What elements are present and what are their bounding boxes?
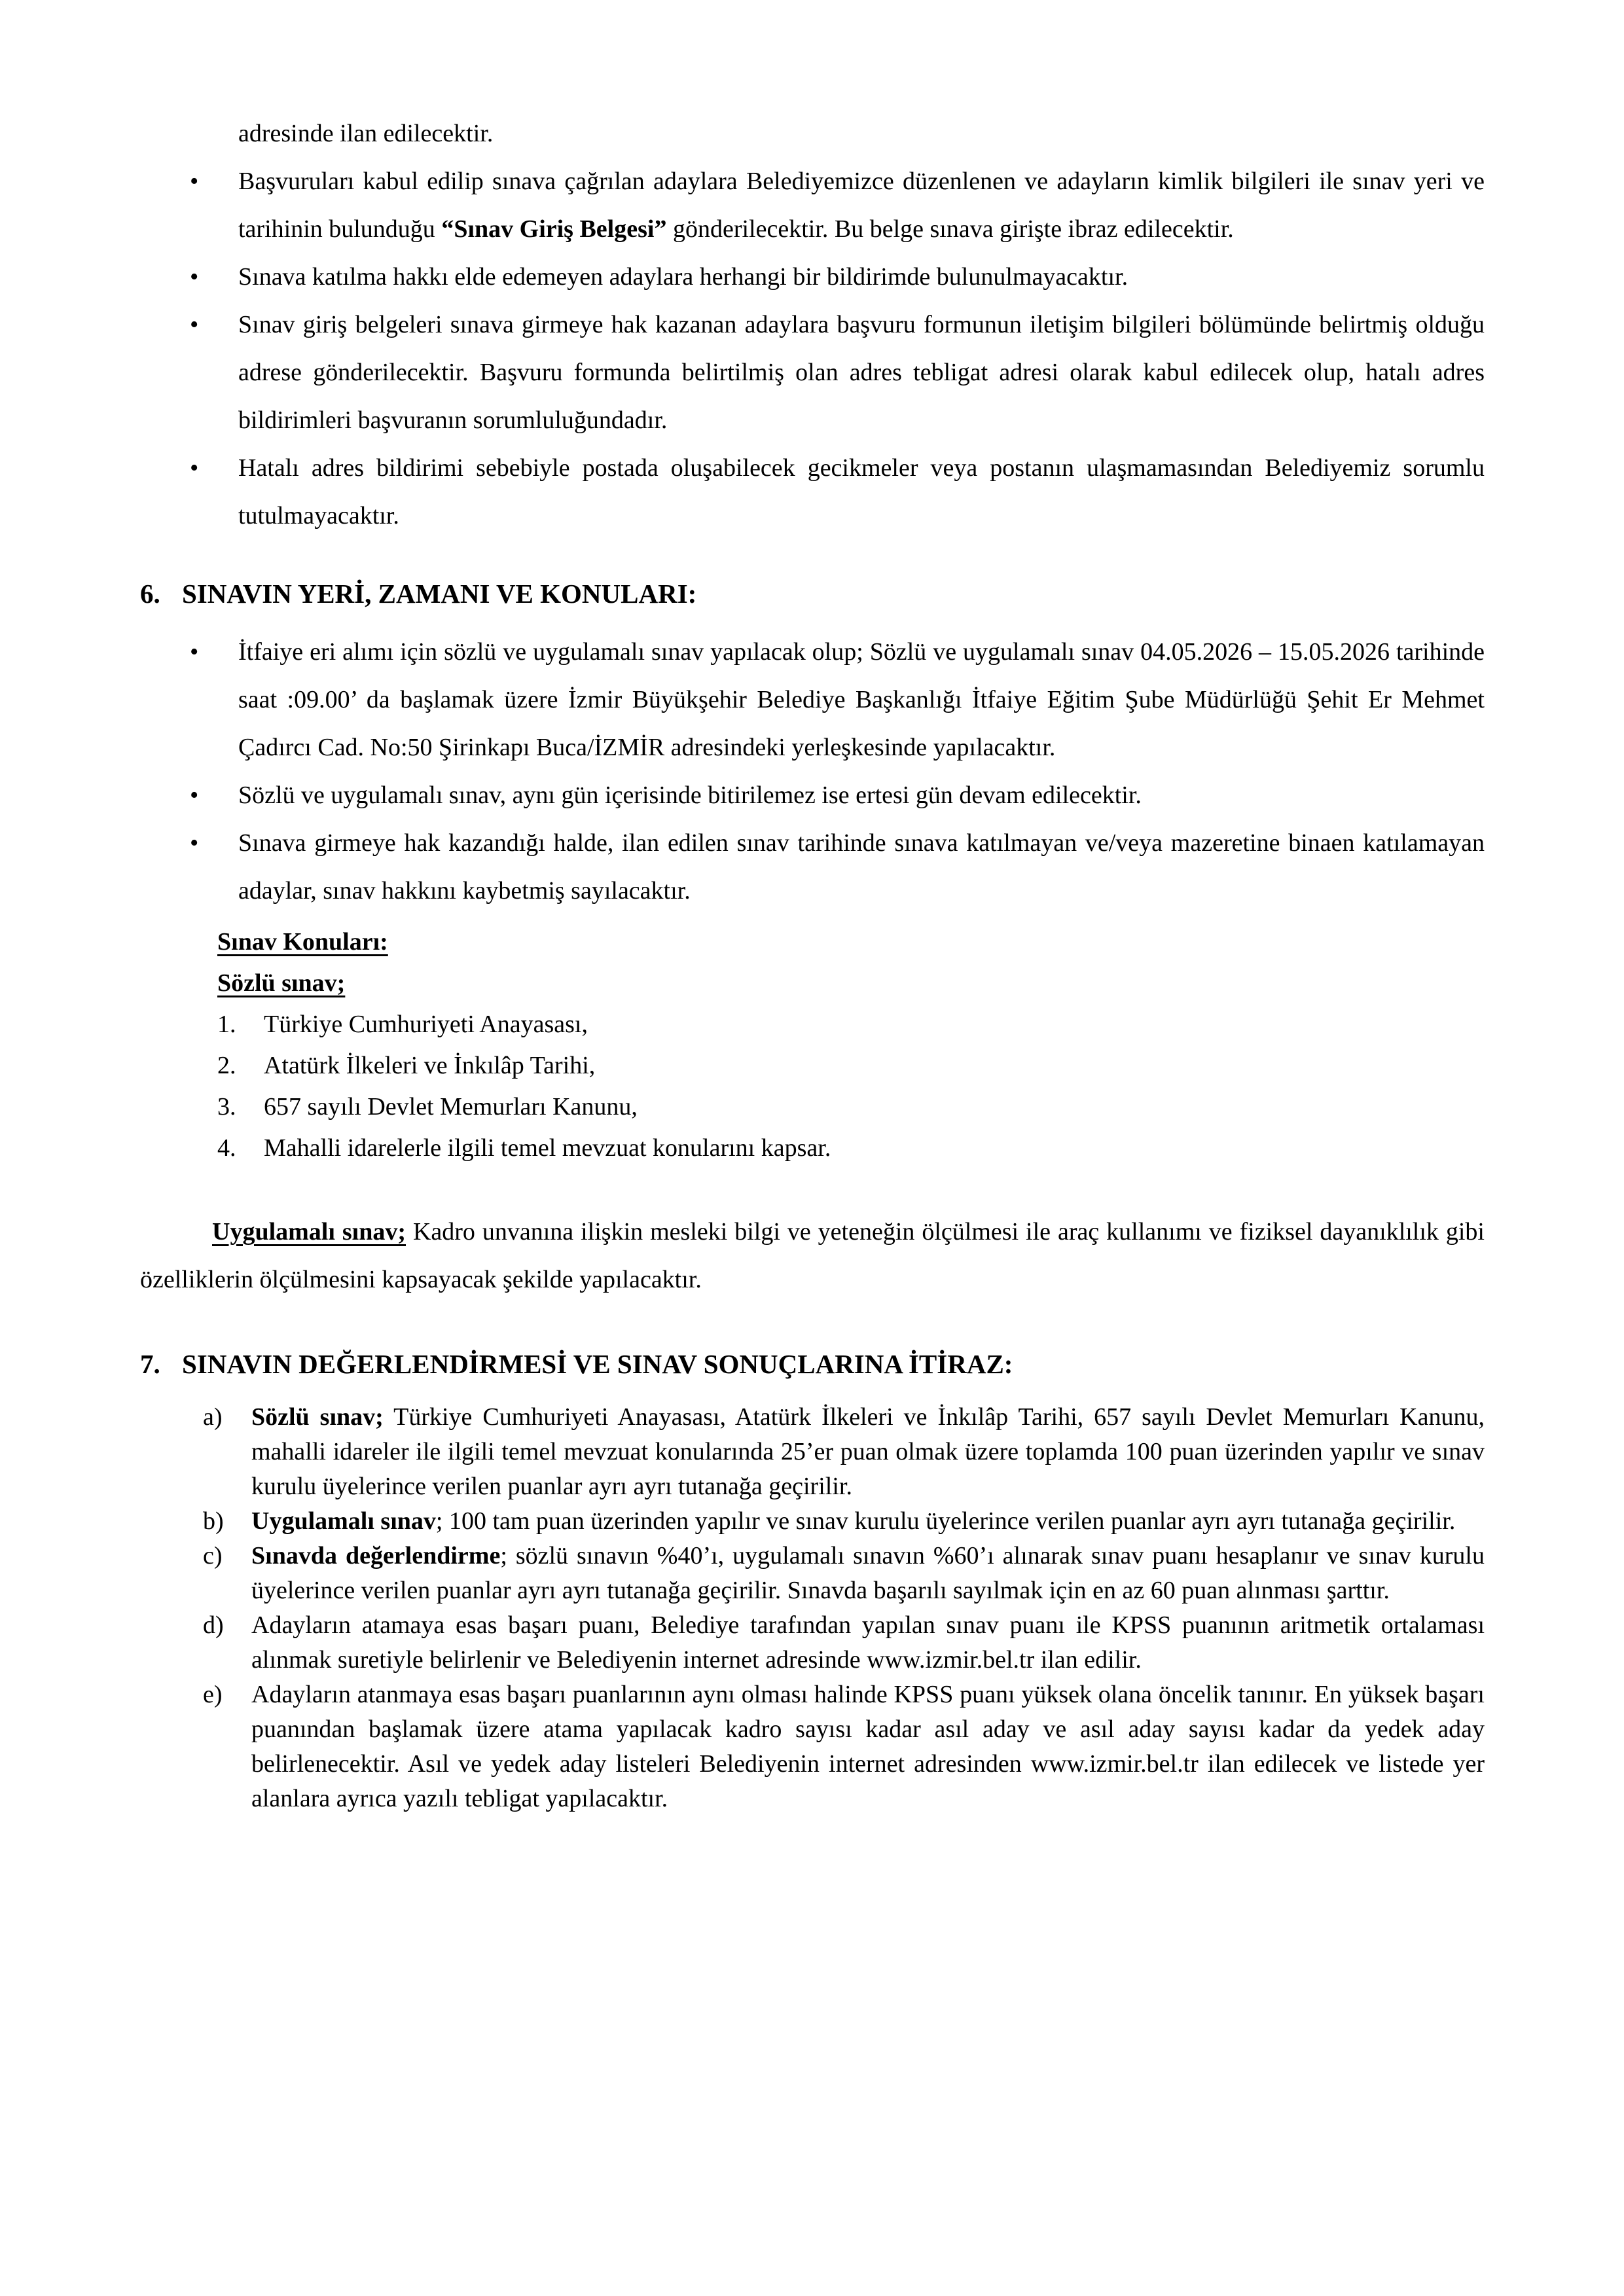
paragraph-continuation — [140, 110, 1485, 158]
item-lead-bold: Sözlü sınav; — [251, 1403, 384, 1431]
text-run: Sınava katılma hakkı elde edemeyen adaylara herhangi bir bildirimde bulunulmayacaktır. — [238, 263, 1128, 291]
numbered-item — [140, 1004, 1485, 1045]
list-number: 3. — [217, 1093, 236, 1121]
section-heading-6 — [140, 570, 1485, 618]
bullet-icon: • — [190, 638, 199, 666]
item-lead-bold: Uygulamalı sınav — [251, 1507, 436, 1535]
bullet-item — [140, 819, 1485, 915]
bullet-text — [238, 628, 1485, 772]
section-title: SINAVIN DEĞERLENDİRMESİ VE SINAV SONUÇLARINA İTİRAZ: — [182, 1349, 1013, 1379]
bullet-item — [140, 158, 1485, 253]
list-number: 2. — [217, 1052, 236, 1079]
bullet-text — [238, 158, 1485, 253]
text-run-bold: “Sınav Giriş Belgesi” — [441, 215, 667, 243]
bullet-icon: • — [190, 263, 199, 291]
text-run: İtfaiye eri alımı için sözlü ve uygulamalı sınav yapılacak olup; Sözlü ve uygulamalı sınav 04.05.2026 – 15.05.2026 tarihinde saat :09.00’ da başlamak üzere İzmir Büyükşehir Belediye Başkanlığı İtfaiye Eğitim Şube Müdürlüğü Şehit Er Mehmet Çadırcı Cad. No:50 Şirinkapı Buca/İZMİR adresindeki yerleşkesinde yapılacaktır. — [238, 638, 1485, 761]
text-run: Sözlü ve uygulamalı sınav, aynı gün içerisinde bitirilemez ise ertesi gün devam edilecektir. — [238, 781, 1142, 809]
list-text: Türkiye Cumhuriyeti Anayasası, — [264, 1011, 588, 1038]
list-letter: a) — [203, 1403, 223, 1431]
paragraph-lead: Uygulamalı sınav; — [212, 1218, 406, 1246]
item-text: Adayların atamaya esas başarı puanı, Belediye tarafından yapılan sınav puanı ile KPSS puanının aritmetik ortalaması alınmak suretiyle belirlenir ve Belediyenin internet adresinde www.izmir.bel.tr ilan edilir. — [251, 1611, 1485, 1674]
lettered-item — [140, 1539, 1485, 1608]
list-text: 657 sayılı Devlet Memurları Kanunu, — [264, 1093, 638, 1121]
list-letter: d) — [203, 1611, 224, 1639]
lettered-item — [140, 1400, 1485, 1504]
lettered-item — [140, 1677, 1485, 1816]
bullet-text — [238, 819, 1485, 915]
exam-topics-block — [140, 922, 1485, 1169]
section-number: 6. — [140, 579, 160, 609]
text-run: Hatalı adres bildirimi sebebiyle postada oluşabilecek gecikmeler veya postanın ulaşmamasından Belediyemiz sorumlu tutulmayacaktır. — [238, 454, 1485, 529]
section-7-body — [140, 1400, 1485, 1816]
paragraph-text: adresinde ilan edilecektir. — [238, 120, 494, 147]
list-number: 1. — [217, 1011, 236, 1038]
section-title: SINAVIN YERİ, ZAMANI VE KONULARI: — [182, 579, 697, 609]
numbered-item — [140, 1086, 1485, 1128]
subheading-oral-exam — [140, 963, 1485, 1004]
section-6-body — [140, 628, 1485, 1304]
bullet-item — [140, 301, 1485, 444]
bullet-icon: • — [190, 311, 199, 338]
bullet-text — [238, 253, 1485, 301]
text-run: Sınav giriş belgeleri sınava girmeye hak kazanan adaylara başvuru formunun iletişim bilgileri bölümünde belirtmiş olduğu adrese gönderilecektir. Başvuru formunda belirtilmiş olan adres tebligat adresi olarak kabul edilecek olup, hatalı adres bildirimleri başvuranın sorumluluğundadır. — [238, 311, 1485, 434]
bullet-icon: • — [190, 454, 199, 482]
section-heading-7 — [140, 1340, 1485, 1388]
bullet-item — [140, 772, 1485, 819]
bullet-icon: • — [190, 829, 199, 857]
item-text: ; sözlü sınavın %40’ı, uygulamalı sınavın %60’ı alınarak sınav puanı hesaplanır ve sınav kurulu üyelerince verilen puanlar ayrı ayrı tutanağa geçirilir. Sınavda başarılı sayılmak için en az 60 puan alınması şarttır. — [251, 1542, 1485, 1604]
document-content — [140, 110, 1485, 1816]
subheading-exam-topics — [140, 922, 1485, 963]
paragraph-text: Kadro unvanına ilişkin mesleki bilgi ve yeteneğin ölçülmesi ile araç kullanımı ve fiziksel dayanıklılık gibi özelliklerin ölçülmesini kapsayacak şekilde yapılacaktır. — [140, 1218, 1485, 1293]
bullet-item — [140, 628, 1485, 772]
list-number: 4. — [217, 1134, 236, 1162]
item-text: Adayların atanmaya esas başarı puanlarının aynı olması halinde KPSS puanı yüksek olana öncelik tanınır. En yüksek başarı puanından başlamak üzere atama yapılacak kadro sayısı kadar asıl aday ve asıl aday sayısı kadar da yedek aday belirlenecektir. Asıl ve yedek aday listeleri Belediyenin internet adresinden www.izmir.bel.tr ilan edilecek ve listede yer alanlara ayrıca yazılı tebligat yapılacaktır. — [251, 1681, 1485, 1812]
item-lead-bold: Sınavda değerlendirme — [251, 1542, 501, 1570]
item-text: ; 100 tam puan üzerinden yapılır ve sınav kurulu üyelerince verilen puanlar ayrı ayrı tutanağa geçirilir. — [435, 1507, 1456, 1535]
bullet-text — [238, 301, 1485, 444]
bullet-text — [238, 772, 1485, 819]
subheading-text: Sözlü sınav; — [217, 969, 346, 997]
list-letter: b) — [203, 1507, 224, 1535]
bullet-item — [140, 444, 1485, 540]
lettered-item — [140, 1608, 1485, 1677]
subheading-text: Sınav Konuları: — [217, 928, 388, 956]
section-number: 7. — [140, 1349, 160, 1379]
text-run: gönderilecektir. Bu belge sınava girişte ibraz edilecektir. — [666, 215, 1234, 243]
numbered-item — [140, 1128, 1485, 1169]
list-letter: c) — [203, 1542, 223, 1570]
bullet-item — [140, 253, 1485, 301]
applied-exam-paragraph — [140, 1208, 1485, 1304]
text-run: Başvuruları kabul edilip sınava çağrılan adaylara Belediyemizce düzenlenen ve adayların kimlik bilgileri ile sınav yeri ve tarihinin bulunduğu — [238, 168, 1485, 243]
list-text: Mahalli idarelerle ilgili temel mevzuat konularını kapsar. — [264, 1134, 831, 1162]
numbered-item — [140, 1045, 1485, 1086]
list-text: Atatürk İlkeleri ve İnkılâp Tarihi, — [264, 1052, 596, 1079]
list-letter: e) — [203, 1681, 223, 1708]
bullet-icon: • — [190, 781, 199, 809]
text-run: Sınava girmeye hak kazandığı halde, ilan edilen sınav tarihinde sınava katılmayan ve/veya mazeretine binaen katılamayan adaylar, sınav hakkını kaybetmiş sayılacaktır. — [238, 829, 1485, 905]
lettered-item — [140, 1504, 1485, 1539]
item-text: Türkiye Cumhuriyeti Anayasası, Atatürk İlkeleri ve İnkılâp Tarihi, 657 sayılı Devlet Memurları Kanunu, mahalli idareler ile ilgili temel mevzuat konularında 25’er puan olmak üzere toplamda 100 puan üzerinden yapılır ve sınav kurulu üyelerince verilen puanlar ayrı ayrı tutanağa geçirilir. — [251, 1403, 1485, 1500]
bullet-icon: • — [190, 168, 199, 195]
bullet-text — [238, 444, 1485, 540]
